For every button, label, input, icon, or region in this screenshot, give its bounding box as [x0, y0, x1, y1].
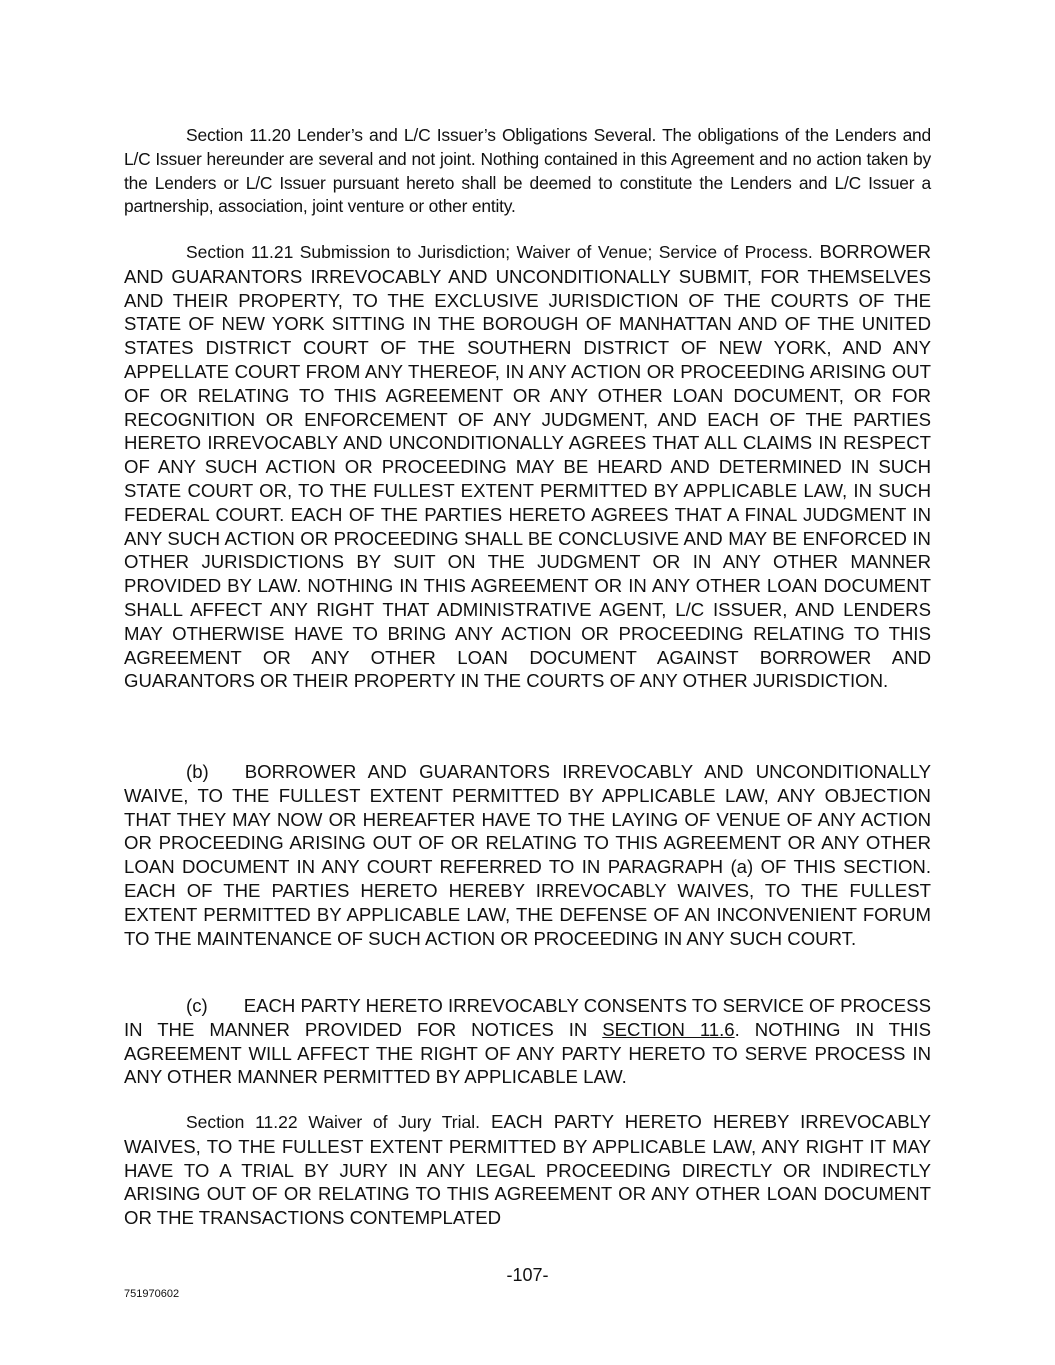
section-body: The obligations of the Lenders and L/C Issuer hereunder are several and not joint. Nothing contained in this Agreement and no action taken by the Lenders or L/C Issuer pursuant hereto shall be deemed to constitute the Lenders and L/C Issuer a partnership, association, joint venture or other entity. [124, 125, 932, 217]
section-11-21-a [124, 240, 931, 693]
page-number: -107- [506, 1265, 549, 1285]
section-11-6-reference: SECTION 11.6 [602, 1018, 735, 1040]
paragraph-label: (b) [186, 761, 209, 782]
section-11-21-c [124, 994, 931, 1089]
section-body: BORROWER AND GUARANTORS IRREVOCABLY AND UNCONDITIONALLY SUBMIT, FOR THEMSELVES AND THEIR PROPERTY, TO THE EXCLUSIVE JURISDICTION OF THE COURTS OF THE STATE OF NEW YORK SITTING IN THE BOROUGH OF MANHATTAN AND OF THE UNITED STATES DISTRICT COURT OF THE SOUTHERN DISTRICT OF NEW YORK, AND ANY APPELLATE COURT FROM ANY THEREOF, IN ANY ACTION OR PROCEEDING ARISING OUT OF OR RELATING TO THIS AGREEMENT OR ANY OTHER LOAN DOCUMENT, OR FOR RECOGNITION OR ENFORCEMENT OF ANY JUDGMENT, AND EACH OF THE PARTIES HERETO IRREVOCABLY AND UNCONDITIONALLY AGREES THAT ALL CLAIMS IN RESPECT OF ANY SUCH ACTION OR PROCEEDING MAY BE HEARD AND DETERMINED IN SUCH STATE COURT OR, TO THE FULLEST EXTENT PERMITTED BY APPLICABLE LAW, IN SUCH FEDERAL COURT. EACH OF THE PARTIES HERETO AGREES THAT A FINAL JUDGMENT IN ANY SUCH ACTION OR PROCEEDING SHALL BE CONCLUSIVE AND MAY BE ENFORCED IN OTHER JURISDICTIONS BY SUIT ON THE JUDGMENT OR IN ANY OTHER MANNER PROVIDED BY LAW. NOTHING IN THIS AGREEMENT OR IN ANY OTHER LOAN DOCUMENT SHALL AFFECT ANY RIGHT THAT ADMINISTRATIVE AGENT, L/C ISSUER, AND LENDERS MAY OTHERWISE HAVE TO BRING ANY ACTION OR PROCEEDING RELATING TO THIS AGREEMENT OR ANY OTHER LOAN DOCUMENT AGAINST BORROWER AND GUARANTORS OR THEIR PROPERTY IN THE COURTS OF ANY OTHER JURISDICTION. [124, 241, 931, 692]
paragraph-label: (c) [186, 995, 208, 1016]
section-11-22 [124, 1110, 931, 1230]
section-heading: Section 11.21 Submission to Jurisdiction; Waiver of Venue; Service of Process. [186, 242, 813, 262]
paragraph-body-post: . NOTHING IN THIS AGREEMENT WILL AFFECT THE RIGHT OF ANY PARTY HERETO TO SERVE PROCESS IN ANY OTHER MANNER PERMITTED BY APPLICABLE LAW. [124, 1018, 931, 1088]
section-11-21-b [124, 760, 931, 950]
section-11-20 [124, 124, 931, 219]
section-body: EACH PARTY HERETO HEREBY IRREVOCABLY WAIVES, TO THE FULLEST EXTENT PERMITTED BY APPLICABLE LAW, ANY RIGHT IT MAY HAVE TO A TRIAL BY JURY IN ANY LEGAL PROCEEDING DIRECTLY OR INDIRECTLY ARISING OUT OF OR RELATING TO THIS AGREEMENT OR ANY OTHER LOAN DOCUMENT OR THE TRANSACTIONS CONTEMPLATED [124, 1111, 931, 1229]
section-heading: Section 11.22 Waiver of Jury Trial. [186, 1112, 480, 1132]
paragraph-body: BORROWER AND GUARANTORS IRREVOCABLY AND UNCONDITIONALLY WAIVE, TO THE FULLEST EXTENT PERMITTED BY APPLICABLE LAW, ANY OBJECTION THAT THEY MAY NOW OR HEREAFTER HAVE TO THE LAYING OF VENUE OF ANY ACTION OR PROCEEDING ARISING OUT OF OR RELATING TO THIS AGREEMENT OR ANY OTHER LOAN DOCUMENT IN ANY COURT REFERRED TO IN PARAGRAPH (a) OF THIS SECTION. EACH OF THE PARTIES HERETO HEREBY IRREVOCABLY WAIVES, TO THE FULLEST EXTENT PERMITTED BY APPLICABLE LAW, THE DEFENSE OF AN INCONVENIENT FORUM TO THE MAINTENANCE OF SUCH ACTION OR PROCEEDING IN ANY SUCH COURT. [124, 761, 931, 949]
section-heading: Section 11.20 Lender’s and L/C Issuer’s Obligations Several. [186, 125, 657, 145]
paragraph-body-pre: EACH PARTY HERETO IRREVOCABLY CONSENTS TO SERVICE OF PROCESS IN THE MANNER PROVIDED FOR NOTICES IN [124, 995, 931, 1040]
document-id: 751970602 [124, 1288, 180, 1300]
